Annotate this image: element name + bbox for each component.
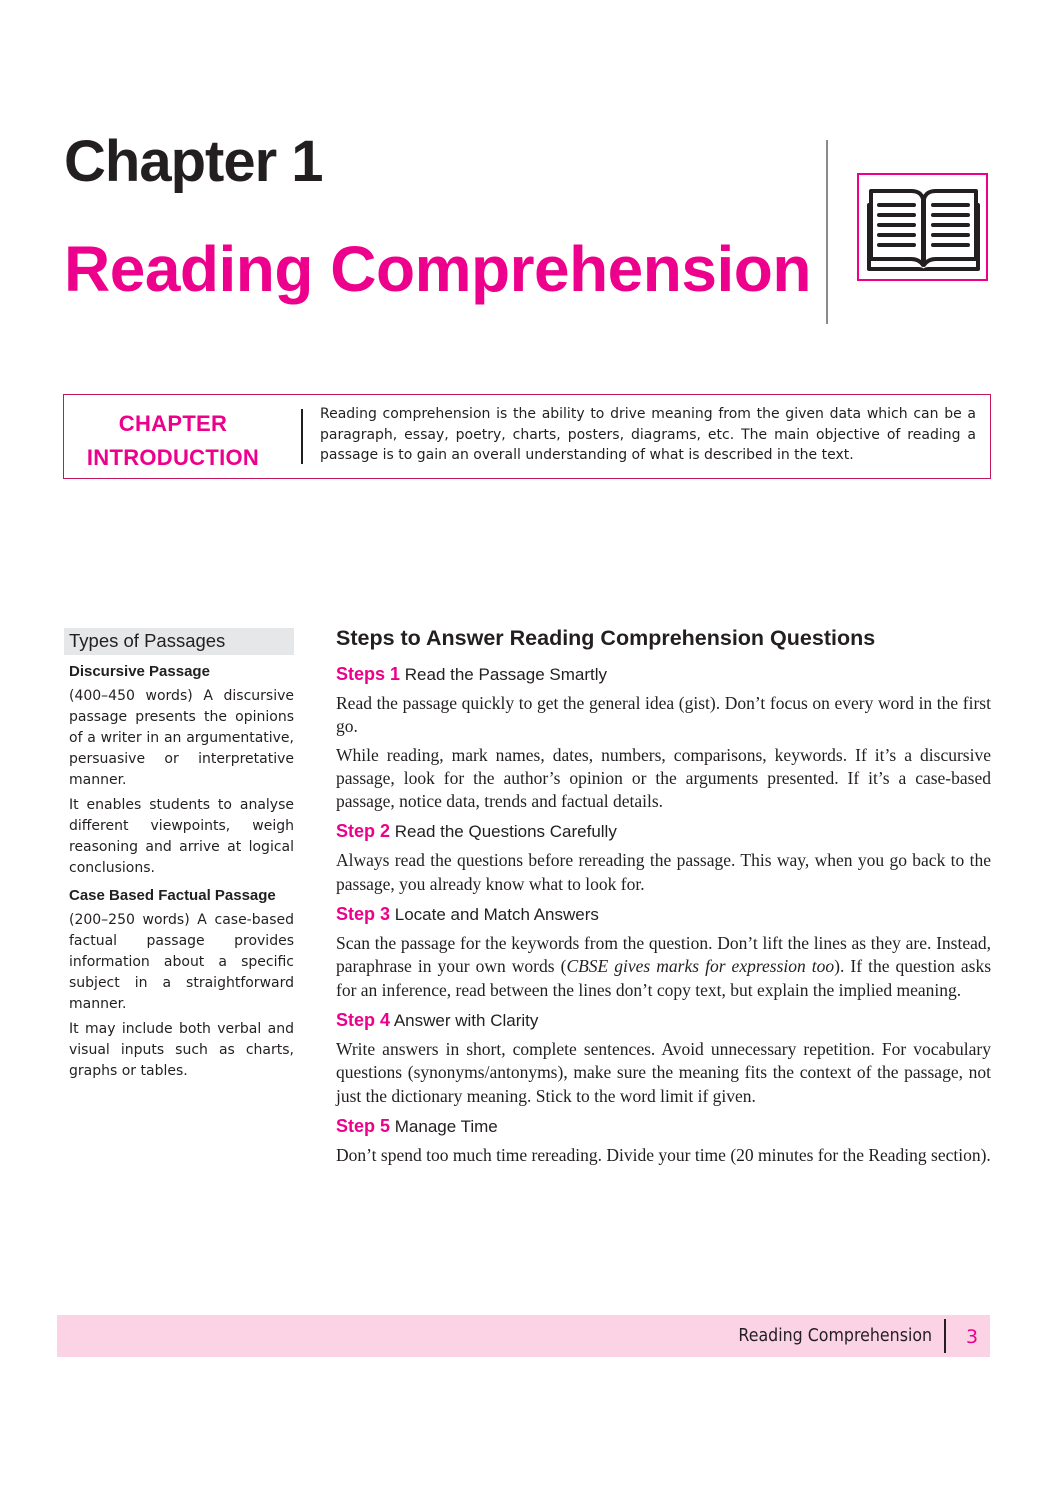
case-based-passage-block	[64, 886, 294, 1082]
step-heading	[336, 1114, 991, 1139]
open-book-icon	[867, 185, 980, 271]
step-text-italic: CBSE gives marks for expression too	[566, 956, 835, 977]
step-label: Steps 1	[336, 664, 401, 684]
steps-section	[336, 622, 991, 1167]
sidebar-title: Types of Passages	[64, 628, 294, 655]
chapter-introduction-text: Reading comprehension is the ability to drive meaning from the given data which can be a paragraph, essay, poetry, charts, posters, diagrams, etc. The main objective of reading a passage is to gain an overall understanding of what is described in the text.	[320, 406, 976, 463]
step-label: Step 3	[336, 904, 391, 925]
step-title: Read the Questions Carefully	[394, 822, 617, 842]
intro-heading-line1: CHAPTER	[118, 411, 228, 436]
types-of-passages-sidebar	[64, 628, 294, 1082]
step-1	[336, 662, 991, 813]
step-label: Step 4	[336, 1009, 391, 1030]
step-text: Scan the passage for the keywords from the question. Don’t lift the lines as they are. Instead, paraphrase in your own words (	[336, 933, 991, 977]
passage-type-heading: Discursive Passage	[69, 663, 210, 680]
step-3	[336, 902, 991, 1002]
step-heading	[336, 662, 991, 687]
chapter-introduction-box	[63, 394, 991, 479]
step-paragraph: While reading, mark names, dates, numbers, comparisons, keywords. If it’s a discursive passage, look for the author’s opinion or the arguments presented. If it’s a case-based passage, notice data, trends and factual details.	[336, 744, 991, 812]
passage-type-paragraph: (200–250 words) A case-based factual passage provides information about a specific subject in a straightforward manner.	[69, 912, 294, 1012]
step-text: ). If the question asks for an inference, read between the lines don’t copy text, but explain the implied meaning.	[336, 956, 992, 1000]
chapter-introduction-heading	[64, 407, 282, 475]
passage-type-heading: Case Based Factual Passage	[69, 887, 276, 904]
page-number: 3	[966, 1326, 979, 1348]
step-paragraph	[336, 932, 991, 1002]
step-paragraph: Don’t spend too much time rereading. Divide your time (20 minutes for the Reading section).	[336, 1144, 991, 1165]
book-icon-box	[857, 173, 988, 281]
passage-type-paragraph: It enables students to analyse different viewpoints, weigh reasoning and arrive at logical conclusions.	[69, 797, 294, 876]
step-paragraph: Write answers in short, complete sentences. Avoid unnecessary repetition. For vocabulary questions (synonyms/antonyms), make sure the meaning fits the context of the passage, not just the dictionary meaning. Stick to the word limit if given.	[336, 1038, 991, 1106]
step-paragraph: Read the passage quickly to get the general idea (gist). Don’t focus on every word in the first go.	[336, 693, 991, 737]
step-title: Manage Time	[394, 1116, 498, 1136]
step-4	[336, 1008, 991, 1108]
header-divider	[826, 140, 828, 324]
intro-heading-line2: INTRODUCTION	[86, 445, 260, 470]
footer-chapter-label: Reading Comprehension	[738, 1325, 932, 1346]
step-title: Read the Passage Smartly	[404, 665, 607, 684]
step-heading	[336, 1008, 991, 1033]
passage-type-paragraph: (400–450 words) A discursive passage presents the opinions of a writer in an argumentative, persuasive or interpretative manner.	[69, 688, 294, 788]
chapter-label: Chapter 1	[64, 129, 323, 194]
discursive-passage-block	[64, 662, 294, 879]
intro-divider	[301, 409, 303, 464]
step-heading	[336, 902, 991, 927]
step-5	[336, 1114, 991, 1167]
footer-bar	[57, 1315, 990, 1357]
step-title: Answer with Clarity	[393, 1010, 539, 1030]
step-paragraph: Always read the questions before rereading the passage. This way, when you go back to the passage, you already know what to look for.	[336, 850, 991, 894]
passage-type-paragraph: It may include both verbal and visual inputs such as charts, graphs or tables.	[69, 1021, 294, 1079]
step-2	[336, 819, 991, 896]
step-title: Locate and Match Answers	[394, 905, 599, 925]
steps-section-title: Steps to Answer Reading Comprehension Questions	[336, 626, 876, 650]
chapter-title: Reading Comprehension	[64, 233, 811, 305]
step-label: Step 5	[336, 1115, 391, 1136]
step-label: Step 2	[336, 821, 391, 842]
step-heading	[336, 819, 991, 844]
footer-divider	[944, 1319, 946, 1353]
